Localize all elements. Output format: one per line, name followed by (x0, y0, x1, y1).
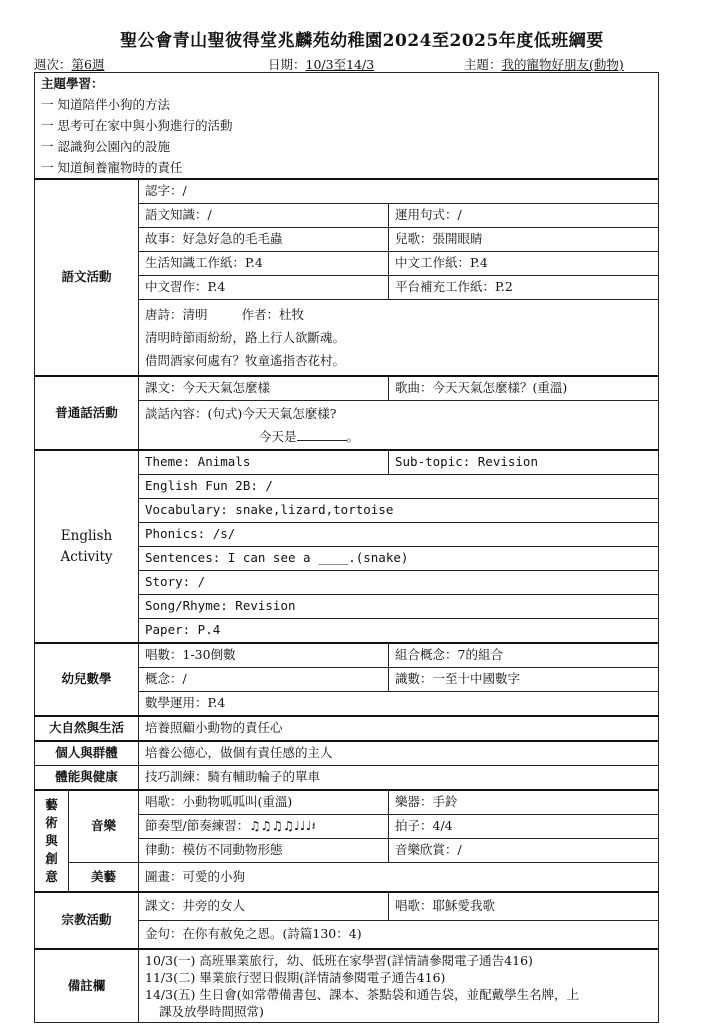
math-row (35, 643, 659, 668)
week-label: 週次： (34, 57, 72, 72)
putonghua-talk-line: 談話內容：(句式)今天天氣怎麼樣? (145, 406, 337, 421)
music-appreciation: 音樂欣賞：/ (389, 839, 659, 863)
music-rhythm: 節奏型/節奏練習：♫♫♫♫♩♩♩𝄽 (139, 815, 389, 839)
english-paper: Paper: P.4 (139, 619, 659, 644)
answer-blank (297, 428, 347, 441)
english-song: Song/Rhyme: Revision (139, 595, 659, 619)
english-vocabulary: Vocabulary: snake,lizard,tortoise (139, 499, 659, 523)
english-label-line: Activity (60, 548, 113, 565)
theme-learning-row (35, 73, 659, 180)
arts-label-char: 術 (45, 815, 58, 830)
week-field (34, 55, 104, 73)
chinese-poem-cell (139, 300, 659, 377)
putonghua-talk-answer (145, 425, 652, 448)
religion-row (35, 892, 659, 921)
religion-verse: 金句：在你有赦免之恩。(詩篇130：4) (139, 921, 659, 950)
visual-arts-drawing: 圖畫：可愛的小狗 (139, 863, 659, 893)
chinese-writing: 中文習作：P.4 (139, 276, 389, 300)
visual-arts-label: 美藝 (69, 863, 139, 893)
theme-learning-item: 一 知道飼養寵物時的責任 (41, 160, 183, 175)
arts-label (35, 790, 69, 892)
religion-song: 唱歌：耶穌愛我歌 (389, 892, 659, 921)
putonghua-row (35, 376, 659, 401)
arts-label-char: 藝 (45, 797, 58, 812)
chinese-rhyme: 兒歌：張開眼睛 (389, 228, 659, 252)
chinese-sentence-pattern: 運用句式：/ (389, 204, 659, 228)
personal-row (35, 741, 659, 766)
music-movement: 律動：模仿不同動物形態 (139, 839, 389, 863)
chinese-story: 故事：好急好急的毛毛蟲 (139, 228, 389, 252)
note-line: 10/3(一) 高班畢業旅行，幼、低班在家學習(詳情請參閱電子通告416) (145, 953, 533, 968)
date-field (268, 55, 374, 73)
theme-learning-item: 一 知道陪伴小狗的方法 (41, 97, 170, 112)
arts-row (35, 863, 659, 893)
putonghua-song: 歌曲：今天天氣怎麼樣？(重溫) (389, 376, 659, 401)
math-combination: 組合概念：7的組合 (389, 643, 659, 668)
chinese-language-knowledge: 語文知識：/ (139, 204, 389, 228)
theme-value: 我的寵物好朋友(動物) (501, 57, 624, 72)
poem-title: 唐詩：清明 (145, 307, 208, 322)
note-line: 課及放學時間照常) (159, 1004, 264, 1019)
theme-learning-heading: 主題學習： (41, 76, 104, 91)
date-label: 日期： (268, 57, 306, 72)
poem-line: 清明時節雨紛紛，路上行人欲斷魂。 (145, 330, 346, 345)
talk-answer-suffix: 。 (346, 429, 360, 444)
nature-text: 培養照顧小動物的責任心 (139, 716, 659, 741)
english-row (35, 450, 659, 475)
math-concept: 概念：/ (139, 668, 389, 692)
physical-row (35, 766, 659, 791)
english-story: Story: / (139, 571, 659, 595)
chinese-row (35, 179, 659, 204)
nature-label: 大自然與生活 (35, 716, 139, 741)
english-theme: Theme: Animals (139, 450, 389, 475)
notes-row (35, 949, 659, 1023)
page-title: 聖公會青山聖彼得堂兆麟苑幼稚園2024至2025年度低班綱要 (120, 31, 604, 51)
poem-heading (145, 303, 652, 326)
math-counting: 唱數：1-30倒數 (139, 643, 389, 668)
english-label-line: English (60, 527, 113, 544)
math-numerals: 識數：一至十中國數字 (389, 668, 659, 692)
religion-label: 宗教活動 (35, 892, 139, 949)
math-application: 數學運用：P.4 (139, 692, 659, 717)
english-phonics: Phonics: /s/ (139, 523, 659, 547)
english-label (35, 450, 139, 643)
personal-text: 培養公德心，做個有責任感的主人 (139, 741, 659, 766)
nature-row (35, 716, 659, 741)
music-beat: 拍子：4/4 (389, 815, 659, 839)
notes-label: 備註欄 (35, 949, 139, 1023)
poem-author: 作者：杜牧 (241, 307, 305, 322)
music-singing: 唱歌：小動物呱呱叫(重溫) (139, 790, 389, 815)
notes-cell (139, 949, 659, 1023)
physical-label: 體能與健康 (35, 766, 139, 791)
theme-learning-item: 一 思考可在家中與小狗進行的活動 (41, 118, 233, 133)
english-subtopic: Sub-topic: Revision (389, 450, 659, 475)
arts-label-char: 與 (45, 833, 58, 848)
personal-label: 個人與群體 (35, 741, 139, 766)
note-line: 14/3(五) 生日會(如常帶備書包、課本、茶點袋和通告袋，並配戴學生名牌，上 (145, 987, 580, 1002)
curriculum-table (34, 72, 659, 1023)
arts-label-char: 創 (45, 851, 58, 866)
religion-text: 課文：井旁的女人 (139, 892, 389, 921)
note-line: 11/3(二) 畢業旅行翌日假期(詳情請參閱電子通告416) (145, 970, 446, 985)
theme-learning-cell (35, 73, 659, 180)
arts-label-char: 意 (45, 869, 58, 884)
physical-text: 技巧訓練：騎有輔助輪子的單車 (139, 766, 659, 791)
theme-label: 主題： (464, 57, 502, 72)
putonghua-talk-cell (139, 401, 659, 451)
theme-field (464, 55, 624, 73)
chinese-recognize: 認字：/ (139, 179, 659, 204)
putonghua-label: 普通話活動 (35, 376, 139, 450)
talk-answer-prefix: 今天是 (259, 429, 297, 444)
week-value: 第6週 (71, 57, 105, 72)
chinese-label: 語文活動 (35, 179, 139, 376)
chinese-worksheet: 中文工作紙：P.4 (389, 252, 659, 276)
putonghua-text: 課文：今天天氣怎麼樣 (139, 376, 389, 401)
arts-row (35, 790, 659, 815)
chinese-platform-worksheet: 平台補充工作紙：P.2 (389, 276, 659, 300)
music-label: 音樂 (69, 790, 139, 863)
english-sentences: Sentences: I can see a ____.(snake) (139, 547, 659, 571)
theme-learning-item: 一 認識狗公園內的設施 (41, 139, 170, 154)
poem-line: 借問酒家何處有？牧童遙指杏花村。 (145, 353, 346, 368)
music-instrument: 樂器：手鈴 (389, 790, 659, 815)
date-value: 10/3至14/3 (305, 57, 375, 72)
english-fun: English Fun 2B: / (139, 475, 659, 499)
math-label: 幼兒數學 (35, 643, 139, 716)
chinese-life-worksheet: 生活知識工作紙：P.4 (139, 252, 389, 276)
